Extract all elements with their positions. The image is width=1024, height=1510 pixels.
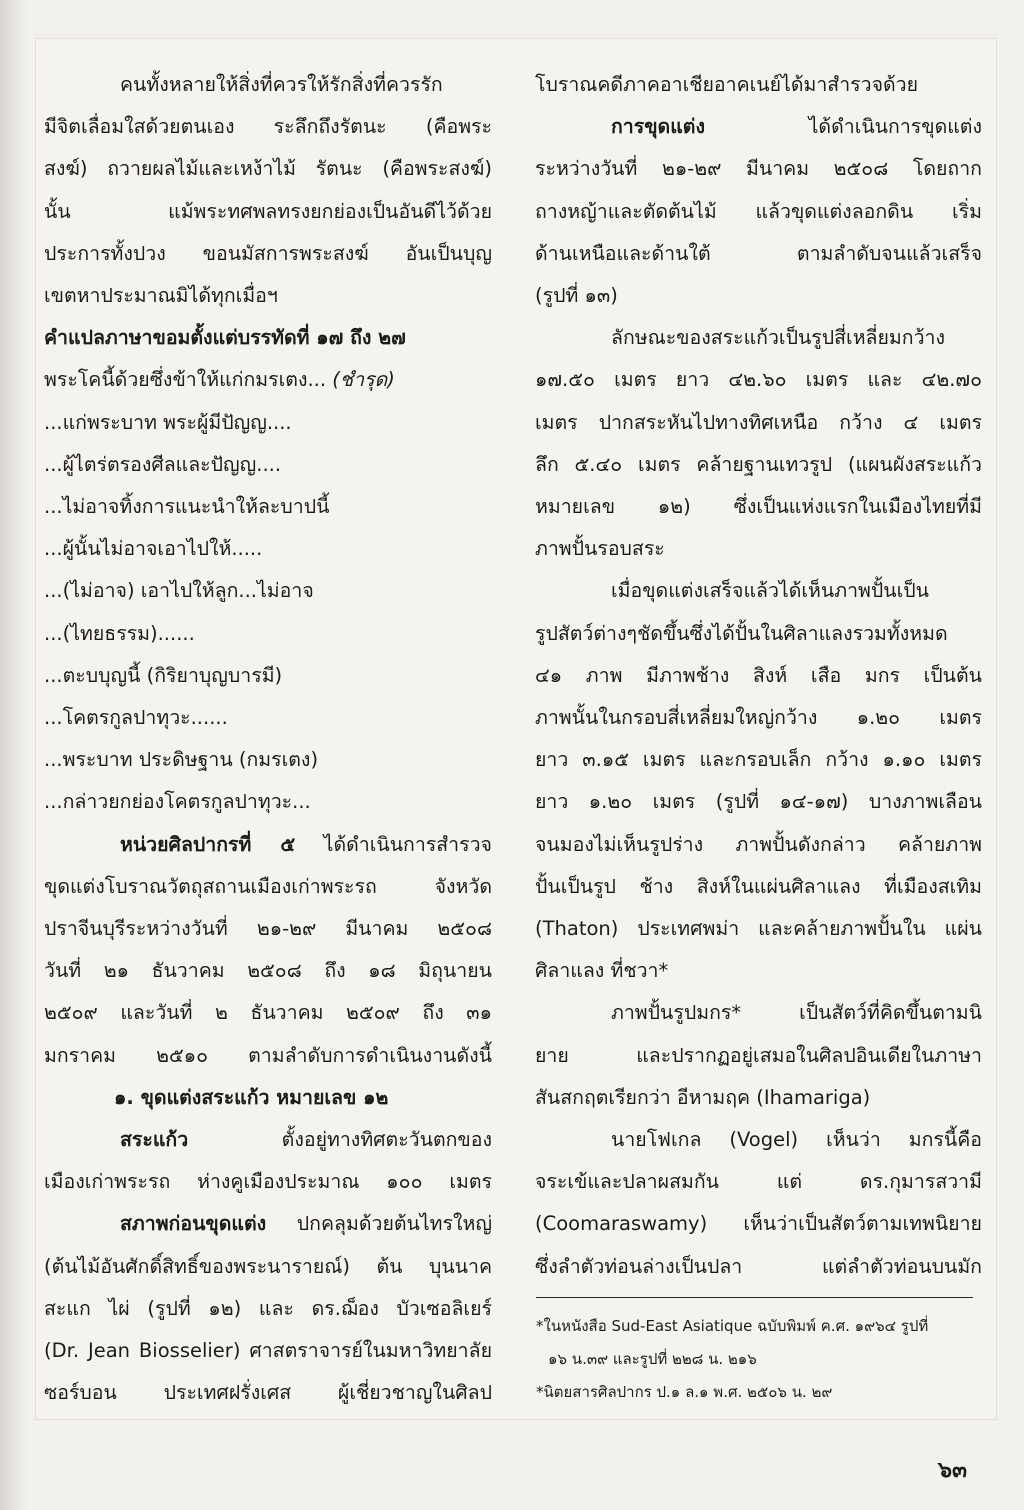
- translation-line: ...แก่พระบาท พระผู้มีปัญญ....: [44, 410, 292, 434]
- text-line: ซอร์บอน ประเทศฝรั่งเศส ผู้เชี่ยวชาญในศิลป: [44, 1381, 492, 1405]
- text-line: ระหว่างวันที่ ๒๑-๒๙ มีนาคม ๒๕๐๘ โดยถาก: [535, 157, 982, 181]
- text-line: ภาพปั้นรูปมกร* เป็นสัตว์ที่คิดขึ้นตามนิ: [611, 1001, 982, 1025]
- damaged-note: (ชำรุด): [332, 368, 395, 392]
- text-span: ตั้งอยู่ทางทิศตะวันตกของ: [188, 1128, 492, 1152]
- text-line: ๒๕๐๙ และวันที่ ๒ ธันวาคม ๒๕๐๙ ถึง ๓๑: [44, 1001, 492, 1025]
- translation-line: ...กล่าวยกย่องโคตรกูลปาทุวะ...: [44, 790, 311, 814]
- text-line: ด้านเหนือและด้านใต้ ตามลำดับจนแล้วเสร็จ: [535, 241, 982, 265]
- text-line: ๑๗.๕๐ เมตร ยาว ๔๒.๖๐ เมตร และ ๔๒.๗๐: [535, 368, 982, 392]
- text-line: สงฆ์) ถวายผลไม้และเหง้าไม้ รัตนะ (คือพระสงฆ์): [44, 157, 492, 181]
- text-line: ภาพนั้นในกรอบสี่เหลี่ยมใหญ่กว้าง ๑.๒๐ เมตร: [535, 706, 982, 730]
- translation-line: ...ไม่อาจทิ้งการแนะนำให้ละบาปนี้: [44, 495, 330, 519]
- section-heading: ๑. ขุดแต่งสระแก้ว หมายเลข ๑๒: [114, 1085, 389, 1109]
- sra-kaeo-label: สระแก้ว: [120, 1128, 189, 1152]
- text-line: [44, 1203, 492, 1245]
- text-line: ปั้นเป็นรูป ช้าง สิงห์ในแผ่นศิลาแลง ที่เมืองสเทิม: [535, 874, 982, 898]
- translation-line: ...โคตรกูลปาทุวะ......: [44, 706, 228, 730]
- right-column: [535, 64, 982, 1288]
- text-line: (Thaton) ประเทศพม่า และคล้ายภาพปั้นใน แผ่น: [535, 917, 982, 941]
- text-line: ขุดแต่งโบราณวัตถุสถานเมืองเก่าพระรถ จังหวัด: [44, 874, 492, 898]
- left-column: [44, 64, 492, 1415]
- text-line: ๔๑ ภาพ มีภาพช้าง สิงห์ เสือ มกร เป็นต้น: [535, 663, 982, 687]
- translation-line: ...(ไม่อาจ) เอาไปให้ลูก...ไม่อาจ: [44, 579, 314, 603]
- text-line: เมตร ปากสระหันไปทางทิศเหนือ กว้าง ๔ เมตร: [535, 410, 982, 434]
- text-line: โบราณคดีภาคอาเชียอาคเนย์ได้มาสำรวจด้วย: [535, 73, 919, 96]
- fine-arts-unit-label: หน่วยศิลปากรที่ ๕: [120, 832, 296, 856]
- text-line: [535, 106, 982, 148]
- translation-line-text: พระโคนี้ด้วยซึ่งข้าให้แก่กมรเตง...: [44, 368, 333, 392]
- text-line: หมายเลข ๑๒) ซึ่งเป็นแห่งแรกในเมืองไทยที่มี: [535, 495, 982, 519]
- translation-line: ...ผู้ไตร่ตรองศีลและปัญญ....: [44, 452, 282, 476]
- text-line: เขตหาประมาณมิได้ทุกเมื่อฯ: [44, 284, 278, 308]
- footnotes: [536, 1310, 976, 1409]
- text-line: (Coomaraswamy) เห็นว่าเป็นสัตว์ตามเทพนิยาย: [535, 1212, 982, 1236]
- text-line: (Dr. Jean Biosselier) ศาสตราจารย์ในมหาวิทยาลัย: [44, 1339, 492, 1363]
- text-line: สันสกฤตเรียกว่า อีหามฤค (Ihamariga): [535, 1085, 871, 1109]
- text-line: วันที่ ๒๑ ธันวาคม ๒๕๐๘ ถึง ๑๘ มิถุนายน: [44, 959, 492, 983]
- text-line: ภาพปั้นรอบสระ: [535, 537, 665, 561]
- text-line: ซึ่งลำตัวท่อนล่างเป็นปลา แต่ลำตัวท่อนบนมัก: [535, 1254, 982, 1278]
- text-line: ยาว ๑.๒๐ เมตร (รูปที่ ๑๔-๑๗) บางภาพเลือน: [535, 790, 982, 814]
- footnote-divider: [536, 1297, 973, 1298]
- translation-line: ...ตะบบุญนี้ (กิริยาบุญบารมี): [44, 663, 283, 687]
- footnote: ๑๖ น.๓๙ และรูปที่ ๒๒๘ น. ๒๑๖: [548, 1350, 757, 1368]
- text-span: ปกคลุมด้วยต้นไทรใหญ่: [266, 1212, 492, 1236]
- text-line: (ต้นไม้อันศักดิ์สิทธิ์ของพระนารายณ์) ต้น บุนนาค: [44, 1254, 492, 1278]
- excavation-label: การขุดแต่ง: [611, 115, 705, 139]
- translation-line: [44, 359, 492, 401]
- text-line: เมืองเก่าพระรถ ห่างคูเมืองประมาณ ๑๐๐ เมตร: [44, 1170, 492, 1194]
- footnote: *นิตยสารศิลปากร ป.๑ ล.๑ พ.ศ. ๒๕๐๖ น. ๒๙: [536, 1383, 833, 1401]
- text-line: ถางหญ้าและตัดต้นไม้ แล้วขุดแต่งลอกดิน เริ่ม: [535, 199, 982, 223]
- page-number: ๖๓: [938, 1458, 968, 1483]
- text-line: นั้น แม้พระทศพลทรงยกย่องเป็นอันดีไว้ด้วย: [44, 199, 492, 223]
- text-line: จนมองไม่เห็นรูปร่าง ภาพปั้นดังกล่าว คล้ายภาพ: [535, 832, 982, 856]
- text-line: สะแก ไผ่ (รูปที่ ๑๒) และ ดร.ฌ็อง บัวเซอลิเยร์: [44, 1296, 492, 1320]
- translation-line: ...(ไทยธรรม)......: [44, 621, 195, 645]
- translation-line: ...พระบาท ประดิษฐาน (กมรเตง): [44, 748, 319, 772]
- text-line: มีจิตเลื่อมใสด้วยตนเอง ระลึกถึงรัตนะ (คือพระ: [44, 115, 492, 139]
- text-line: (รูปที่ ๑๓): [535, 284, 618, 308]
- text-span: ได้ดำเนินการสำรวจ: [295, 832, 492, 856]
- footnote: *ในหนังสือ Sud-East Asiatique ฉบับพิมพ์ ค.ศ. ๑๙๖๔ รูปที่: [536, 1317, 929, 1335]
- text-line: เมื่อขุดแต่งเสร็จแล้วได้เห็นภาพปั้นเป็น: [611, 579, 929, 603]
- text-line: รูปสัตว์ต่างๆชัดขึ้นซึ่งได้ปั้นในศิลาแลงรวมทั้งหมด: [535, 621, 948, 645]
- text-line: มกราคม ๒๕๑๐ ตามลำดับการดำเนินงานดังนี้: [44, 1043, 492, 1067]
- page-edge-shadow: [0, 0, 28, 1510]
- text-line: [44, 1119, 492, 1161]
- text-line: ปราจีนบุรีระหว่างวันที่ ๒๑-๒๙ มีนาคม ๒๕๐๘: [44, 917, 492, 941]
- pre-excavation-label: สภาพก่อนขุดแต่ง: [120, 1212, 267, 1236]
- text-line: ยาย และปรากฏอยู่เสมอในศิลปอินเดียในภาษา: [535, 1043, 982, 1067]
- text-line: [44, 824, 492, 866]
- text-line: ศิลาแลง ที่ชวา*: [535, 959, 669, 983]
- text-line: คนทั้งหลายให้สิ่งที่ควรให้รักสิ่งที่ควรรัก: [120, 73, 443, 96]
- text-line: ลักษณะของสระแก้วเป็นรูปสี่เหลี่ยมกว้าง: [611, 326, 946, 350]
- text-line: ประการทั้งปวง ขอนมัสการพระสงฆ์ อันเป็นบุญ: [44, 241, 492, 265]
- text-line: ยาว ๓.๑๕ เมตร และกรอบเล็ก กว้าง ๑.๑๐ เมตร: [535, 748, 982, 772]
- text-line: ลึก ๕.๔๐ เมตร คล้ายฐานเทวรูป (แผนผังสระแก้ว: [535, 452, 982, 476]
- text-span: ได้ดำเนินการขุดแต่ง: [704, 115, 982, 139]
- text-line: นายโฟเกล (Vogel) เห็นว่า มกรนี้คือ: [611, 1128, 982, 1152]
- text-line: จระเข้และปลาผสมกัน แต่ ดร.กุมารสวามี: [535, 1170, 982, 1194]
- translation-line: ...ผู้นั้นไม่อาจเอาไปให้.....: [44, 537, 263, 561]
- translation-heading: คำแปลภาษาขอมตั้งแต่บรรทัดที่ ๑๗ ถึง ๒๗: [44, 326, 406, 350]
